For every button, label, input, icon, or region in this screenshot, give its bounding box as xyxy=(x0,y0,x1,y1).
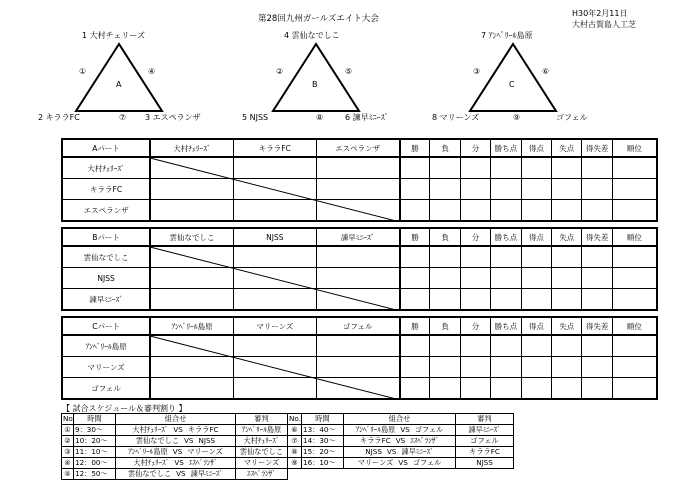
stat-cell xyxy=(521,378,551,400)
stat-header: 順位 xyxy=(612,139,657,157)
column-header: マリーンズ xyxy=(233,317,316,335)
stat-header: 失点 xyxy=(552,139,582,157)
stat-cell xyxy=(521,268,551,289)
table-row xyxy=(62,268,657,289)
stat-header: 分 xyxy=(460,317,490,335)
match-pairing xyxy=(116,447,236,458)
stat-header: 勝 xyxy=(400,139,430,157)
row-team-name: エスペランザ xyxy=(62,200,150,222)
result-cell xyxy=(233,378,316,400)
stat-cell xyxy=(521,246,551,268)
stat-header: 失点 xyxy=(552,317,582,335)
schedule-header: 時間 xyxy=(302,414,344,425)
pairing-away: マリーンズ xyxy=(187,447,223,456)
pairing-home: ｱﾝﾍﾞﾘｰﾙ島原 xyxy=(355,425,396,434)
stat-header: 順位 xyxy=(612,317,657,335)
page-title: 第28回九州ガールズエイト大会 xyxy=(258,14,379,24)
table-row xyxy=(62,378,657,400)
table-row xyxy=(62,357,657,378)
result-cell xyxy=(233,268,316,289)
pairing-away: ｴｽﾍﾟﾗﾝｻﾞ xyxy=(410,436,439,445)
match-referee: 諫早ﾐﾆｰｽﾞ xyxy=(456,425,514,436)
group-c-match-right: ⑥ xyxy=(542,67,550,76)
stat-cell xyxy=(400,268,430,289)
stat-cell xyxy=(460,200,490,222)
row-team-name: マリーンズ xyxy=(62,357,150,378)
stat-cell xyxy=(552,157,582,179)
stat-cell xyxy=(612,357,657,378)
result-cell xyxy=(150,268,233,289)
match-pairing xyxy=(116,436,236,447)
pairing-away: ゴフェル xyxy=(414,425,444,434)
stat-header: 得失差 xyxy=(582,317,612,335)
group-triangles xyxy=(0,0,700,130)
result-cell xyxy=(233,179,316,200)
group-b-match-bottom: ⑧ xyxy=(316,113,324,122)
schedule-header: No. xyxy=(289,414,301,423)
pairing-vs: VS xyxy=(174,458,184,467)
result-cell xyxy=(316,357,399,378)
table-row xyxy=(62,289,657,311)
stat-cell xyxy=(582,289,612,311)
stat-cell xyxy=(430,335,460,357)
stat-header: 勝ち点 xyxy=(491,317,521,335)
stat-cell xyxy=(582,268,612,289)
pairing-home: NJSS xyxy=(365,447,382,456)
match-pairing xyxy=(116,458,236,469)
result-cell xyxy=(316,179,399,200)
stat-header: 勝 xyxy=(400,317,430,335)
stat-cell xyxy=(430,268,460,289)
stat-cell xyxy=(460,357,490,378)
result-cell xyxy=(150,157,233,179)
group-a-team-2: 2 キララFC xyxy=(38,113,80,122)
match-number: ③ xyxy=(62,447,74,458)
stat-cell xyxy=(491,335,521,357)
match-time: 9：30～ xyxy=(74,425,116,436)
schedule-row xyxy=(288,458,514,469)
stat-cell xyxy=(552,246,582,268)
group-b-triangle xyxy=(273,44,359,111)
group-a-team-1: 1 大村チェリーズ xyxy=(82,31,145,40)
stat-cell xyxy=(430,246,460,268)
match-number: ⑦ xyxy=(288,436,302,447)
result-cell xyxy=(150,289,233,311)
stat-cell xyxy=(582,357,612,378)
group-c-team-3: ゴフェル xyxy=(556,113,588,122)
match-referee: ｴｽﾍﾟﾗﾝｻﾞ xyxy=(236,469,288,480)
stat-header: 順位 xyxy=(612,228,657,246)
group-c-match-left: ③ xyxy=(473,67,481,76)
stat-cell xyxy=(430,289,460,311)
match-referee: 大村ﾁｪﾘｰｽﾞ xyxy=(236,436,288,447)
table-title: Cパート xyxy=(62,317,150,335)
group-c-letter: C xyxy=(509,80,515,89)
stat-cell xyxy=(460,378,490,400)
stat-header: 得点 xyxy=(521,228,551,246)
group-c-match-bottom: ⑨ xyxy=(513,113,521,122)
match-number: ⑥ xyxy=(288,425,302,436)
group-c-table xyxy=(61,316,658,400)
stat-cell xyxy=(552,357,582,378)
result-cell xyxy=(316,200,399,222)
match-referee: ｱﾝﾍﾞﾘｰﾙ島原 xyxy=(236,425,288,436)
match-time: 11：10～ xyxy=(74,447,116,458)
stat-cell xyxy=(552,268,582,289)
group-b-match-left: ② xyxy=(276,67,284,76)
match-referee: マリーンズ xyxy=(236,458,288,469)
stat-cell xyxy=(552,200,582,222)
stat-cell xyxy=(400,289,430,311)
group-b-table xyxy=(61,227,658,311)
result-cell xyxy=(150,200,233,222)
stat-cell xyxy=(612,246,657,268)
result-cell xyxy=(316,335,399,357)
group-b-match-right: ⑤ xyxy=(345,67,353,76)
result-cell xyxy=(233,335,316,357)
stat-cell xyxy=(612,200,657,222)
result-cell xyxy=(233,357,316,378)
event-date: H30年2月11日 xyxy=(572,9,628,18)
stat-cell xyxy=(612,378,657,400)
stat-cell xyxy=(491,268,521,289)
schedule-row xyxy=(62,458,288,469)
row-team-name: ｱﾝﾍﾞﾘｰﾙ島原 xyxy=(62,335,150,357)
stat-cell xyxy=(491,246,521,268)
stat-cell xyxy=(552,289,582,311)
table-title: Aパート xyxy=(62,139,150,157)
group-b-team-2: 5 NJSS xyxy=(242,113,269,122)
schedule-header: 組合せ xyxy=(116,414,236,425)
match-time: 15：20～ xyxy=(302,447,344,458)
stat-cell xyxy=(612,157,657,179)
stat-cell xyxy=(430,200,460,222)
schedule-table-left xyxy=(61,413,288,480)
row-team-name: 雲仙なでしこ xyxy=(62,246,150,268)
stat-header: 負 xyxy=(430,317,460,335)
row-team-name: ゴフェル xyxy=(62,378,150,400)
stat-cell xyxy=(552,378,582,400)
column-header: 大村ﾁｪﾘｰｽﾞ xyxy=(150,139,233,157)
stat-header: 勝ち点 xyxy=(491,228,521,246)
stat-cell xyxy=(552,179,582,200)
stat-cell xyxy=(521,289,551,311)
column-header: 雲仙なでしこ xyxy=(150,228,233,246)
pairing-away: ゴフェル xyxy=(412,458,442,467)
match-time: 13：40～ xyxy=(302,425,344,436)
stat-cell xyxy=(460,157,490,179)
match-referee: 雲仙なでしこ xyxy=(236,447,288,458)
pairing-home: 雲仙なでしこ xyxy=(128,469,172,478)
stat-cell xyxy=(400,246,430,268)
pairing-vs: VS xyxy=(172,447,183,456)
group-a-match-bottom: ⑦ xyxy=(119,113,127,122)
table-row xyxy=(62,179,657,200)
match-referee: キララFC xyxy=(456,447,514,458)
stat-cell xyxy=(400,378,430,400)
result-cell xyxy=(150,246,233,268)
stat-cell xyxy=(582,200,612,222)
schedule-row xyxy=(62,469,288,480)
result-cell xyxy=(150,179,233,200)
pairing-home: 雲仙なでしこ xyxy=(135,436,180,445)
pairing-vs: VS xyxy=(398,458,408,467)
result-cell xyxy=(316,378,399,400)
schedule-header: 組合せ xyxy=(344,414,456,425)
stat-header: 得点 xyxy=(521,139,551,157)
pairing-vs: VS xyxy=(395,436,406,445)
pairing-away: キララFC xyxy=(187,425,219,434)
match-number: ④ xyxy=(62,458,74,469)
stat-cell xyxy=(460,268,490,289)
stat-header: 負 xyxy=(430,228,460,246)
stat-cell xyxy=(612,268,657,289)
pairing-home: キララFC xyxy=(360,436,391,445)
match-pairing xyxy=(116,425,236,436)
table-row xyxy=(62,200,657,222)
row-team-name: 大村ﾁｪﾘｰｽﾞ xyxy=(62,157,150,179)
stat-cell xyxy=(582,157,612,179)
schedule-header: 時間 xyxy=(74,414,116,425)
group-a-match-right: ④ xyxy=(148,67,156,76)
pairing-away: ｴｽﾍﾟﾗﾝｻﾞ xyxy=(188,458,218,467)
pairing-vs: VS xyxy=(173,425,183,434)
result-cell xyxy=(233,200,316,222)
match-number: ⑨ xyxy=(288,458,302,469)
match-pairing xyxy=(344,425,456,436)
result-cell xyxy=(316,268,399,289)
group-c-triangle xyxy=(470,44,556,111)
result-cell xyxy=(150,378,233,400)
table-row xyxy=(62,157,657,179)
schedule-header-row xyxy=(288,414,514,425)
group-a-match-left: ① xyxy=(79,67,87,76)
group-a-team-3: 3 エスペランザ xyxy=(145,113,201,122)
table-row xyxy=(62,335,657,357)
stat-cell xyxy=(582,335,612,357)
pairing-home: 大村ﾁｪﾘｰｽﾞ xyxy=(132,425,169,434)
schedule-header: 審判 xyxy=(236,414,288,425)
result-cell xyxy=(150,335,233,357)
stat-header: 得点 xyxy=(521,317,551,335)
event-venue: 大村古賀島人工芝 xyxy=(572,20,636,29)
stat-header: 得失差 xyxy=(582,228,612,246)
schedule-header: 審判 xyxy=(456,414,514,425)
stat-cell xyxy=(491,179,521,200)
stat-header: 分 xyxy=(460,139,490,157)
match-pairing xyxy=(344,458,456,469)
schedule-row xyxy=(288,447,514,458)
stat-cell xyxy=(460,246,490,268)
match-time: 12：00～ xyxy=(74,458,116,469)
stat-cell xyxy=(552,335,582,357)
schedule-row xyxy=(288,425,514,436)
stat-cell xyxy=(521,200,551,222)
match-referee: ゴフェル xyxy=(456,436,514,447)
stat-cell xyxy=(400,179,430,200)
stat-header: 分 xyxy=(460,228,490,246)
group-a-table xyxy=(61,138,658,222)
row-team-name: 諫早ﾐﾆｰｽﾞ xyxy=(62,289,150,311)
pairing-away: 諫早ﾐﾆｰｽﾞ xyxy=(190,469,223,478)
column-header: 諫早ﾐﾆｰｽﾞ xyxy=(316,228,399,246)
group-c-team-2: 8 マリーンズ xyxy=(432,113,480,122)
schedule-row xyxy=(62,425,288,436)
stat-cell xyxy=(491,200,521,222)
match-number: ⑧ xyxy=(288,447,302,458)
schedule-row xyxy=(62,447,288,458)
stat-cell xyxy=(400,200,430,222)
table-row xyxy=(62,246,657,268)
column-header: NJSS xyxy=(233,228,316,246)
pairing-away: NJSS xyxy=(198,436,216,445)
result-cell xyxy=(233,289,316,311)
stat-cell xyxy=(400,157,430,179)
stat-cell xyxy=(460,335,490,357)
pairing-home: マリーンズ xyxy=(357,458,394,467)
group-b-team-1: 4 雲仙なでしこ xyxy=(284,31,340,40)
stat-cell xyxy=(491,378,521,400)
stat-cell xyxy=(430,378,460,400)
stat-cell xyxy=(582,378,612,400)
column-header: キララFC xyxy=(233,139,316,157)
stat-cell xyxy=(582,179,612,200)
pairing-away: 諫早ﾐﾆｰｽﾞ xyxy=(401,447,434,456)
stat-cell xyxy=(521,357,551,378)
result-cell xyxy=(316,157,399,179)
result-cell xyxy=(316,246,399,268)
match-time: 12：50～ xyxy=(74,469,116,480)
stat-cell xyxy=(460,289,490,311)
stat-cell xyxy=(521,179,551,200)
stat-cell xyxy=(430,157,460,179)
group-c-team-1: 7 ｱﾝﾍﾞﾘｰﾙ島原 xyxy=(481,31,533,40)
schedule-title: 【 試合スケジュール＆審判割り 】 xyxy=(62,404,187,413)
stat-cell xyxy=(430,179,460,200)
result-cell xyxy=(233,246,316,268)
match-pairing xyxy=(116,469,236,480)
pairing-home: ｱﾝﾍﾞﾘｰﾙ島原 xyxy=(128,447,168,456)
match-number: ⑤ xyxy=(62,469,74,480)
result-cell xyxy=(233,157,316,179)
row-team-name: NJSS xyxy=(62,268,150,289)
column-header: エスペランザ xyxy=(316,139,399,157)
row-team-name: キララFC xyxy=(62,179,150,200)
group-a-triangle xyxy=(76,44,162,111)
group-b-team-3: 6 諫早ﾐﾆｰｽﾞ xyxy=(345,113,389,122)
stat-header: 失点 xyxy=(552,228,582,246)
match-time: 14：30～ xyxy=(302,436,344,447)
match-pairing xyxy=(344,436,456,447)
stat-header: 勝ち点 xyxy=(491,139,521,157)
schedule-row xyxy=(288,436,514,447)
stat-header: 得失差 xyxy=(582,139,612,157)
schedule-table-right xyxy=(287,413,514,469)
match-time: 16：10～ xyxy=(302,458,344,469)
result-cell xyxy=(316,289,399,311)
stat-cell xyxy=(400,335,430,357)
stat-cell xyxy=(460,179,490,200)
pairing-vs: VS xyxy=(184,436,194,445)
result-cell xyxy=(150,357,233,378)
stat-cell xyxy=(521,157,551,179)
stat-cell xyxy=(430,357,460,378)
stat-header: 勝 xyxy=(400,228,430,246)
match-pairing xyxy=(344,447,456,458)
stat-cell xyxy=(612,289,657,311)
group-a-letter: A xyxy=(116,80,122,89)
schedule-header-row xyxy=(62,414,288,425)
column-header: ゴフェル xyxy=(316,317,399,335)
pairing-vs: VS xyxy=(176,469,186,478)
stat-cell xyxy=(521,335,551,357)
pairing-home: 大村ﾁｪﾘｰｽﾞ xyxy=(133,458,170,467)
match-number: ① xyxy=(62,425,74,436)
stat-cell xyxy=(491,289,521,311)
match-time: 10：20～ xyxy=(74,436,116,447)
table-title: Bパート xyxy=(62,228,150,246)
stat-cell xyxy=(491,157,521,179)
stat-cell xyxy=(491,357,521,378)
match-number: ② xyxy=(62,436,74,447)
stat-cell xyxy=(400,357,430,378)
schedule-row xyxy=(62,436,288,447)
group-b-letter: B xyxy=(312,80,318,89)
schedule-header: No. xyxy=(63,414,75,423)
stat-cell xyxy=(582,246,612,268)
stat-header: 負 xyxy=(430,139,460,157)
column-header: ｱﾝﾍﾞﾘｰﾙ島原 xyxy=(150,317,233,335)
stat-cell xyxy=(612,335,657,357)
match-referee: NJSS xyxy=(456,458,514,469)
pairing-vs: VS xyxy=(400,425,410,434)
pairing-vs: VS xyxy=(386,447,397,456)
stat-cell xyxy=(612,179,657,200)
